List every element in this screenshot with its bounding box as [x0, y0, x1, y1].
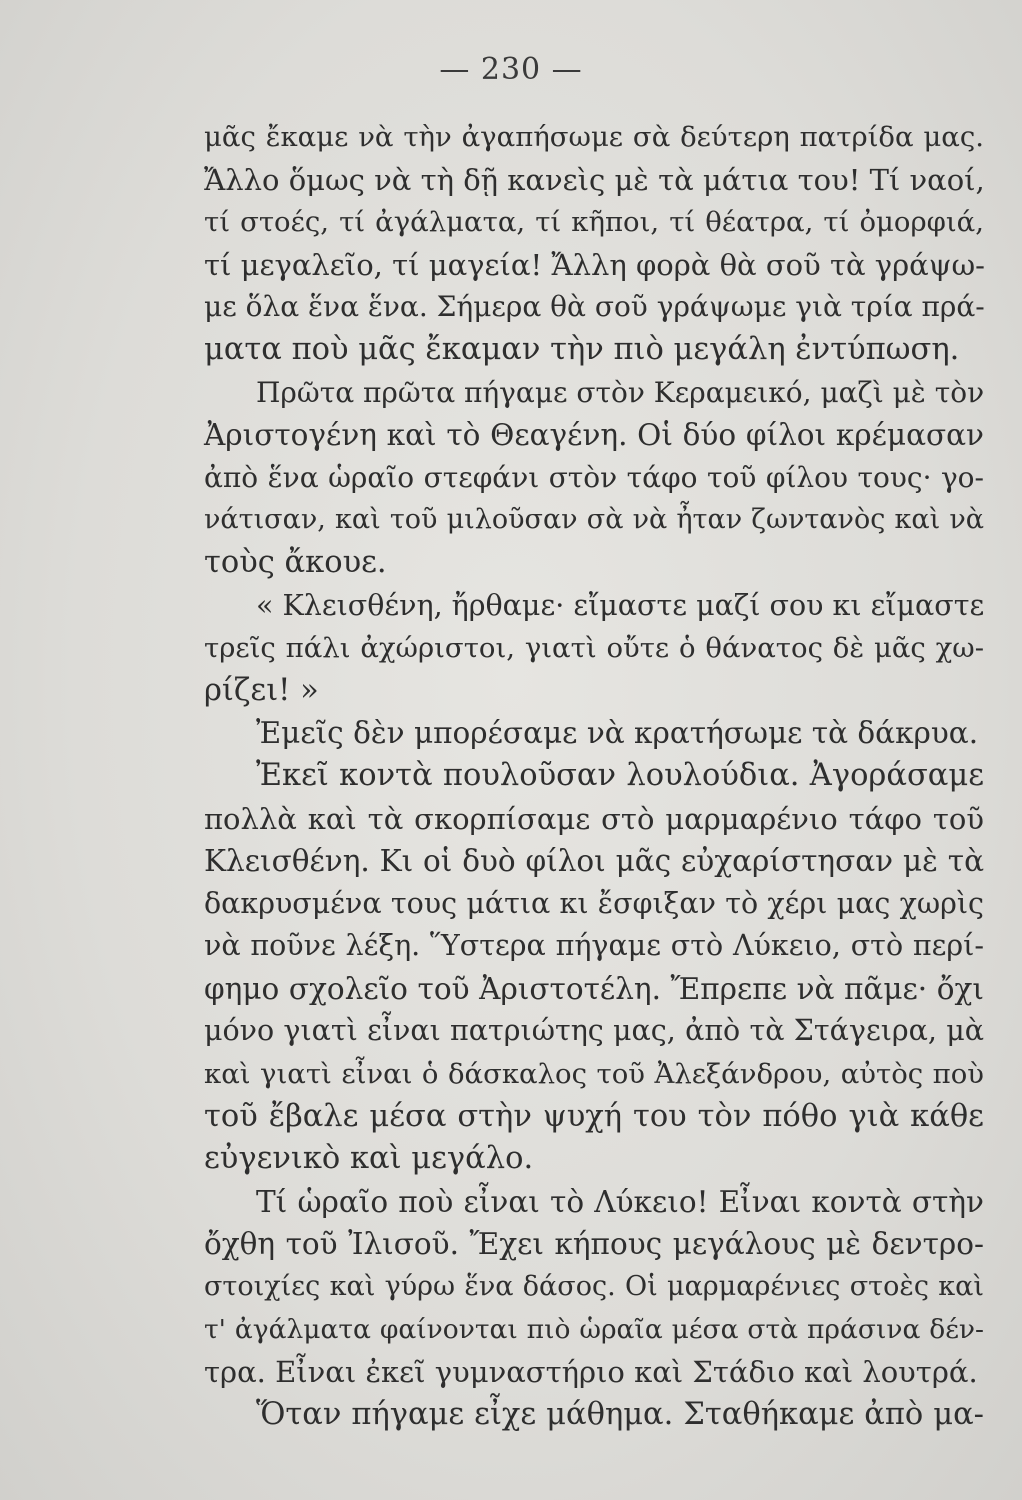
text-line: τοὺς ἄκουε.	[204, 544, 387, 580]
text-line: ματα ποὺ μᾶς ἔκαμαν τὴν πιὸ μεγάλη ἐντύπωση.	[204, 331, 960, 367]
text-line: τρα. Εἶναι ἐκεῖ γυμναστήριο καὶ Στάδιο καὶ λουτρά.	[204, 1355, 978, 1390]
text-line: τρεῖς πάλι ἀχώριστοι, γιατὶ οὔτε ὁ θάνατος δὲ μᾶς χω-	[204, 632, 984, 665]
text-line: ὄχθη τοῦ Ἰλισοῦ. Ἔχει κήπους μεγάλους μὲ δεντρο-	[204, 1227, 984, 1262]
text-line: Ἄλλο ὅμως νὰ τὴ δῇ κανεὶς μὲ τὰ μάτια του! Τί ναοί,	[204, 162, 985, 197]
text-line: Ἀριστογένη καὶ τὸ Θεαγένη. Οἱ δύο φίλοι κρέμασαν	[204, 418, 984, 453]
text-line: μόνο γιατὶ εἶναι πατριώτης μας, ἀπὸ τὰ Στάγειρα, μὰ	[204, 1014, 984, 1048]
text-line: ἀπὸ ἕνα ὡραῖο στεφάνι στὸν τάφο τοῦ φίλου τους· γο-	[204, 460, 984, 494]
text-line: εὐγενικὸ καὶ μεγάλο.	[204, 1141, 534, 1177]
text-line: με ὅλα ἕνα ἕνα. Σήμερα θὰ σοῦ γράψωμε γιὰ τρία πρά-	[204, 290, 985, 324]
text-line: νάτισαν, καὶ τοῦ μιλοῦσαν σὰ νὰ ἦταν ζωντανὸς καὶ νὰ	[204, 504, 984, 536]
text-line: « Κλεισθένη, ἤρθαμε· εἴμαστε μαζί σου κι εἴμαστε	[256, 588, 985, 622]
text-line: καὶ γιατὶ εἶναι ὁ δάσκαλος τοῦ Ἀλεξάνδρου, αὐτὸς ποὺ	[204, 1058, 984, 1091]
body-text	[204, 116, 984, 1436]
text-line: τοῦ ἔβαλε μέσα στὴν ψυχή του τὸν πόθο γιὰ κάθε	[204, 1098, 984, 1134]
text-line: τί στοές, τί ἀγάλματα, τί κῆποι, τί θέατρα, τί ὀμορφιά,	[204, 206, 984, 239]
text-line: Ὅταν πήγαμε εἶχε μάθημα. Σταθήκαμε ἀπὸ μα-	[256, 1396, 984, 1432]
text-line: Ἐκεῖ κοντὰ πουλοῦσαν λουλούδια. Ἀγοράσαμε	[256, 757, 984, 793]
text-line: δακρυσμένα τους μάτια κι ἔσφιξαν τὸ χέρι μας χωρὶς	[204, 886, 984, 920]
page-number: — 230 —	[439, 52, 583, 87]
text-line: τί μεγαλεῖο, τί μαγεία! Ἄλλη φορὰ θὰ σοῦ τὰ γράψω-	[204, 247, 985, 282]
text-line: Κλεισθένη. Κι οἱ δυὸ φίλοι μᾶς εὐχαρίστησαν μὲ τὰ	[204, 844, 984, 879]
text-line: Πρῶτα πρῶτα πήγαμε στὸν Κεραμεικό, μαζὶ μὲ τὸν	[256, 375, 985, 409]
text-line: μᾶς ἔκαμε νὰ τὴν ἀγαπήσωμε σὰ δεύτερη πατρίδα μας.	[204, 121, 984, 153]
text-line: Ἐμεῖς δὲν μπορέσαμε νὰ κρατήσωμε τὰ δάκρυα.	[256, 716, 979, 751]
text-line: ρίζει! »	[204, 672, 319, 708]
text-line: φημο σχολεῖο τοῦ Ἀριστοτέλη. Ἔπρεπε νὰ πᾶμε· ὄχι	[204, 971, 984, 1006]
text-line: στοιχίες καὶ γύρω ἕνα δάσος. Οἱ μαρμαρένιες στοὲς καὶ	[204, 1271, 984, 1303]
text-line: Τί ὡραῖο ποὺ εἶναι τὸ Λύκειο! Εἶναι κοντὰ στὴν	[256, 1184, 984, 1219]
text-line: νὰ ποῦνε λέξη. Ὕστερα πήγαμε στὸ Λύκειο, στὸ περί-	[204, 929, 984, 963]
text-line: πολλὰ καὶ τὰ σκορπίσαμε στὸ μαρμαρένιο τάφο τοῦ	[204, 801, 984, 836]
text-line: τ' ἀγάλματα φαίνονται πιὸ ὡραῖα μέσα στὰ πράσινα δέν-	[204, 1313, 984, 1345]
